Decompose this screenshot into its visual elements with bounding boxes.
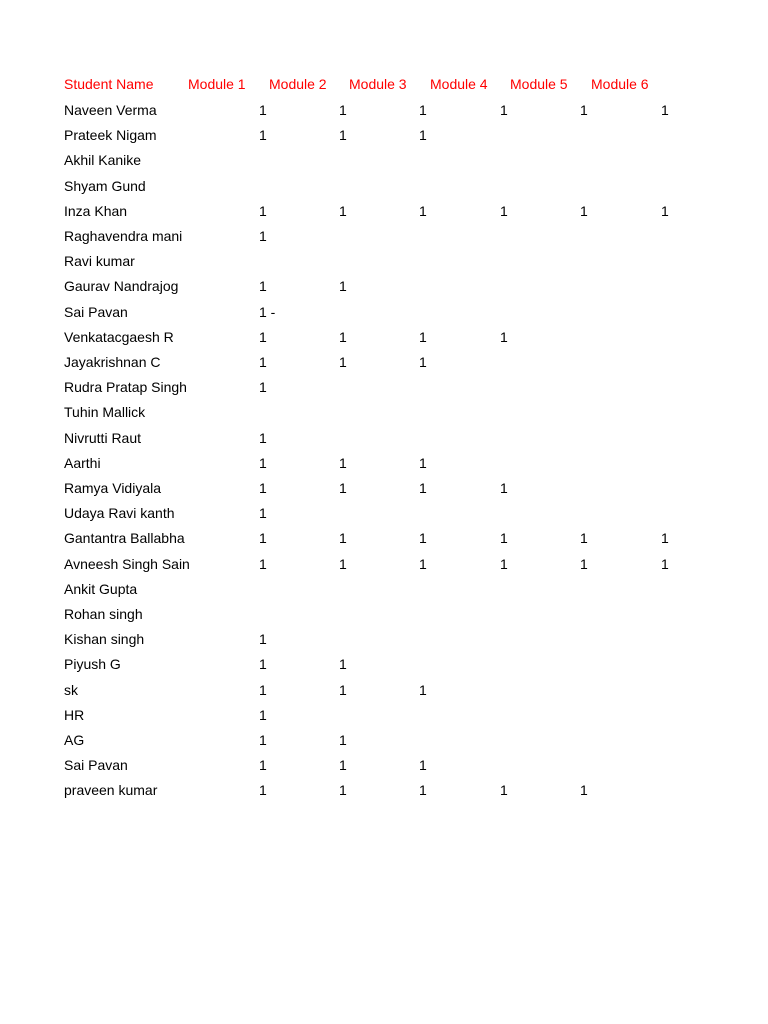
module-1-cell: 1 xyxy=(259,379,267,396)
module-3-cell: 1 xyxy=(419,681,427,698)
module-1-cell: 1 xyxy=(259,681,267,698)
table-row xyxy=(0,350,768,375)
module-2-cell: 1 xyxy=(339,354,347,370)
module-1-cell: 1 xyxy=(259,782,267,799)
student-name-cell: Tuhin Mallick xyxy=(64,404,146,421)
module-3-cell: 1 xyxy=(419,102,427,118)
table-row xyxy=(0,249,768,274)
module-1-cell: 1 xyxy=(259,454,267,471)
student-name-cell: Gaurav Nandrajog xyxy=(64,278,179,295)
module-3-cell: 1 xyxy=(419,480,427,496)
module-1-cell: 1 xyxy=(259,555,267,572)
module-3-cell: 1 xyxy=(419,454,427,471)
table-row xyxy=(0,224,768,249)
student-name-cell: Akhil Kanike xyxy=(64,152,142,169)
module-3-cell: 1 xyxy=(419,328,427,345)
table-row xyxy=(0,476,768,501)
module-2-cell: 1 xyxy=(339,328,347,345)
module-2-cell: 1 xyxy=(339,278,347,295)
module-1-cell: 1 xyxy=(259,202,267,219)
module-1-cell: 1 xyxy=(259,127,267,144)
module-6-cell: 1 xyxy=(661,102,669,118)
student-name-cell: Ankit Gupta xyxy=(64,580,138,597)
module-1-cell: 1 xyxy=(259,228,267,244)
table-row xyxy=(0,123,768,148)
student-name-cell: Aarthi xyxy=(64,454,101,471)
student-name-cell: praveen kumar xyxy=(64,782,158,799)
module-2-cell: 1 xyxy=(339,555,347,572)
module-3-cell: 1 xyxy=(419,782,427,799)
student-name-cell: Nivrutti Raut xyxy=(64,429,142,446)
student-name-cell: Sai Pavan xyxy=(64,757,128,774)
table-row xyxy=(0,703,768,728)
module-1-cell: 1 xyxy=(259,656,267,673)
table-row xyxy=(0,325,768,350)
table-row xyxy=(0,728,768,753)
module-2-cell: 1 xyxy=(339,782,347,799)
header-module-2: Module 2 xyxy=(269,76,327,92)
module-2-cell: 1 xyxy=(339,757,347,774)
table-row xyxy=(0,426,768,451)
module-5-cell: 1 xyxy=(580,530,588,547)
student-name-cell: Jayakrishnan C xyxy=(64,354,161,370)
table-row xyxy=(0,552,768,577)
table-row xyxy=(0,400,768,425)
module-6-cell: 1 xyxy=(661,555,669,572)
module-4-cell: 1 xyxy=(500,530,508,547)
student-name-cell: Kishan singh xyxy=(64,631,145,648)
module-1-cell: 1 xyxy=(259,757,267,774)
table-row xyxy=(0,577,768,602)
table-row xyxy=(0,778,768,803)
header-module-5: Module 5 xyxy=(510,76,568,92)
student-name-cell: Prateek Nigam xyxy=(64,127,157,144)
module-1-cell: 1 xyxy=(259,278,267,295)
module-6-cell: 1 xyxy=(661,530,669,547)
table-row xyxy=(0,526,768,551)
student-name-cell: Venkatacgaesh R xyxy=(64,328,174,345)
student-name-cell: Inza Khan xyxy=(64,202,128,219)
student-name-cell: AG xyxy=(64,732,85,748)
table-row xyxy=(0,148,768,173)
student-name-cell: Piyush G xyxy=(64,656,121,673)
student-name-cell: sk xyxy=(64,681,78,698)
student-name-cell: Ravi kumar xyxy=(64,253,135,270)
student-name-cell: Udaya Ravi kanth xyxy=(64,505,175,522)
module-2-cell: 1 xyxy=(339,202,347,219)
module-6-cell: 1 xyxy=(661,202,669,219)
table-row xyxy=(0,174,768,199)
header-module-6: Module 6 xyxy=(591,76,649,92)
module-4-cell: 1 xyxy=(500,102,508,118)
student-name-cell: Gantantra Ballabha xyxy=(64,530,185,547)
module-5-cell: 1 xyxy=(580,555,588,572)
module-2-cell: 1 xyxy=(339,681,347,698)
table-row xyxy=(0,678,768,703)
module-1-cell: 1 xyxy=(259,354,267,370)
module-1-cell: 1 xyxy=(259,706,267,723)
table-row xyxy=(0,501,768,526)
module-2-cell: 1 xyxy=(339,454,347,471)
module-1-cell: 1 xyxy=(259,480,267,496)
module-1-cell: 1 xyxy=(259,732,267,748)
header-module-1: Module 1 xyxy=(188,76,246,92)
header-row xyxy=(0,72,768,97)
table-row xyxy=(0,98,768,123)
module-2-cell: 1 xyxy=(339,530,347,547)
module-1-cell: 1 xyxy=(259,328,267,345)
student-name-cell: Sai Pavan xyxy=(64,303,128,320)
table-row xyxy=(0,375,768,400)
module-4-cell: 1 xyxy=(500,480,508,496)
module-1-cell: 1 xyxy=(259,631,267,648)
module-4-cell: 1 xyxy=(500,555,508,572)
module-3-cell: 1 xyxy=(419,555,427,572)
module-1-cell: 1 xyxy=(259,505,267,522)
table-row xyxy=(0,274,768,299)
module-3-cell: 1 xyxy=(419,530,427,547)
module-4-cell: 1 xyxy=(500,328,508,345)
module-5-cell: 1 xyxy=(580,202,588,219)
student-name-cell: Rohan singh xyxy=(64,606,143,622)
module-5-cell: 1 xyxy=(580,102,588,118)
module-3-cell: 1 xyxy=(419,127,427,144)
module-3-cell: 1 xyxy=(419,354,427,370)
header-student-name: Student Name xyxy=(64,76,154,92)
module-1-cell: 1 xyxy=(259,530,267,547)
module-5-cell: 1 xyxy=(580,782,588,799)
student-name-cell: Ramya Vidiyala xyxy=(64,480,162,496)
table-row xyxy=(0,652,768,677)
header-module-3: Module 3 xyxy=(349,76,407,92)
table-row xyxy=(0,300,768,325)
module-2-cell: 1 xyxy=(339,127,347,144)
module-2-cell: 1 xyxy=(339,480,347,496)
student-name-cell: Raghavendra mani xyxy=(64,228,183,244)
header-module-4: Module 4 xyxy=(430,76,488,92)
module-4-cell: 1 xyxy=(500,202,508,219)
module-2-cell: 1 xyxy=(339,732,347,748)
student-name-cell: Naveen Verma xyxy=(64,102,157,118)
module-1-cell: 1 - xyxy=(259,303,276,320)
table-row xyxy=(0,753,768,778)
table-row xyxy=(0,627,768,652)
module-2-cell: 1 xyxy=(339,102,347,118)
module-3-cell: 1 xyxy=(419,757,427,774)
module-1-cell: 1 xyxy=(259,102,267,118)
student-name-cell: Shyam Gund xyxy=(64,177,146,194)
module-4-cell: 1 xyxy=(500,782,508,799)
student-name-cell: Rudra Pratap Singh xyxy=(64,379,187,396)
table-row xyxy=(0,602,768,627)
table-row xyxy=(0,451,768,476)
module-1-cell: 1 xyxy=(259,429,267,446)
table-row xyxy=(0,199,768,224)
module-3-cell: 1 xyxy=(419,202,427,219)
student-name-cell: Avneesh Singh Sain xyxy=(64,555,190,572)
module-2-cell: 1 xyxy=(339,656,347,673)
student-name-cell: HR xyxy=(64,706,85,723)
